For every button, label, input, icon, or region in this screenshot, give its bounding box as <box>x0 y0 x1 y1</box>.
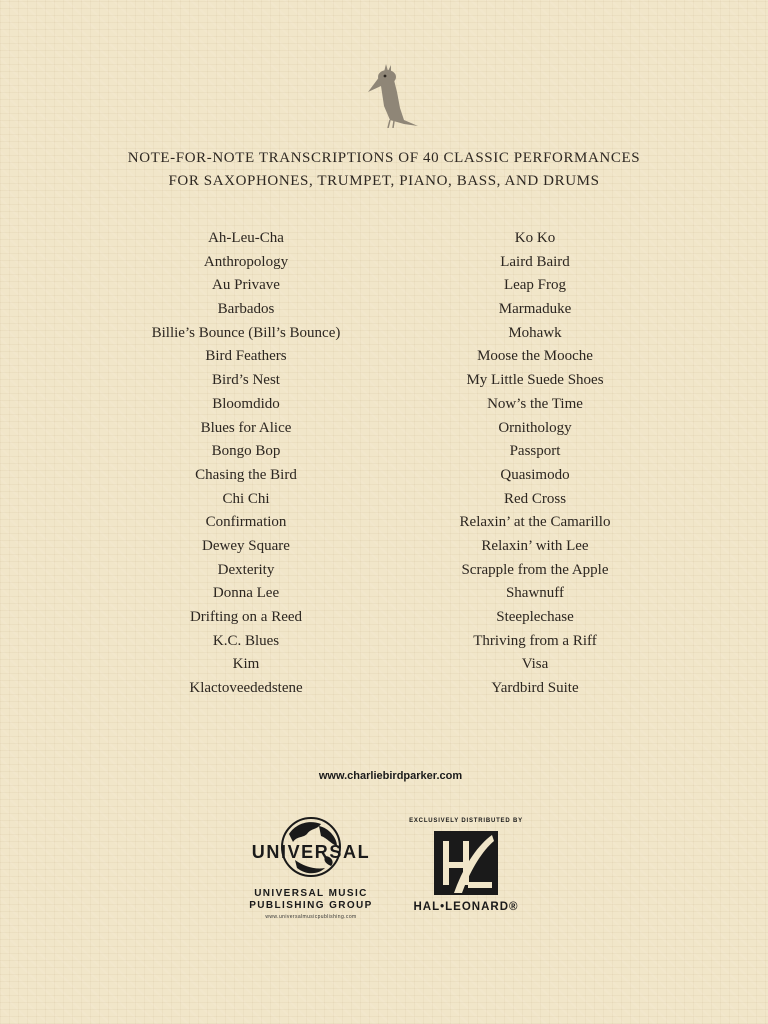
song-title: Billie’s Bounce (Bill’s Bounce) <box>151 324 341 341</box>
song-list-left <box>116 227 376 701</box>
song-title: Dexterity <box>217 561 275 578</box>
song-title: Anthropology <box>203 253 289 270</box>
umpg-line-2: PUBLISHING GROUP <box>249 900 373 911</box>
song-title: Bloomdido <box>212 395 280 412</box>
hal-leonard-logo <box>394 818 538 913</box>
song-title: Red Cross <box>503 490 567 507</box>
song-title: Klactoveededstene <box>189 680 303 697</box>
umpg-line-1: UNIVERSAL MUSIC <box>254 888 368 899</box>
song-title: Au Privave <box>212 277 280 294</box>
song-title: Ko Ko <box>514 230 556 246</box>
song-title: Donna Lee <box>212 585 280 602</box>
song-title: Mohawk <box>508 324 562 341</box>
song-title: Drifting on a Reed <box>189 609 303 625</box>
song-title: K.C. Blues <box>212 632 280 649</box>
hal-leonard-icon <box>434 831 498 895</box>
hal-leonard-wordmark: HAL•LEONARD® <box>413 901 519 913</box>
song-title: Quasimodo <box>500 466 570 483</box>
umpg-url: www.universalmusicpublishing.com <box>265 914 357 920</box>
bird-logo-icon <box>364 62 418 128</box>
subtitle-line-2: FOR SAXOPHONES, TRUMPET, PIANO, BASS, AND DRUMS <box>168 173 600 189</box>
universal-wordmark: UNIVERSAL <box>251 842 371 862</box>
song-title: Relaxin’ with Lee <box>481 537 589 554</box>
subtitle-line-1: NOTE-FOR-NOTE TRANSCRIPTIONS OF 40 CLASSIC PERFORMANCES <box>127 150 641 166</box>
song-title: Laird Baird <box>500 253 570 270</box>
universal-music-logo <box>240 816 382 920</box>
song-title: My Little Suede Shoes <box>466 372 604 389</box>
song-title: Chasing the Bird <box>195 466 297 483</box>
song-title: Chi Chi <box>222 490 270 507</box>
song-title: Barbados <box>217 301 275 318</box>
song-title: Moose the Mooche <box>477 348 593 365</box>
song-title: Bongo Bop <box>211 443 281 460</box>
song-title: Marmaduke <box>498 301 572 318</box>
song-title: Steeplechase <box>496 609 574 625</box>
song-title: Dewey Square <box>202 537 290 554</box>
song-title: Thriving from a Riff <box>473 632 597 649</box>
song-title: Yardbird Suite <box>491 680 579 697</box>
song-title: Ah-Leu-Cha <box>208 230 284 246</box>
song-title: Bird Feathers <box>205 348 287 365</box>
song-title: Scrapple from the Apple <box>461 561 609 578</box>
song-title: Ornithology <box>498 419 572 436</box>
song-title: Now’s the Time <box>487 395 583 412</box>
website-link[interactable]: www.charliebirdparker.com <box>318 770 463 782</box>
song-list-right <box>405 227 665 701</box>
song-title: Relaxin’ at the Camarillo <box>459 514 611 531</box>
song-title: Bird’s Nest <box>212 372 280 389</box>
song-title: Passport <box>509 443 561 460</box>
song-title: Blues for Alice <box>200 419 292 436</box>
song-title: Shawnuff <box>505 585 565 602</box>
song-title: Leap Frog <box>503 277 567 294</box>
song-title: Visa <box>521 656 549 673</box>
song-title: Confirmation <box>205 514 287 531</box>
song-title: Kim <box>232 656 260 673</box>
distributed-by-label: EXCLUSIVELY DISTRIBUTED BY <box>409 818 523 824</box>
